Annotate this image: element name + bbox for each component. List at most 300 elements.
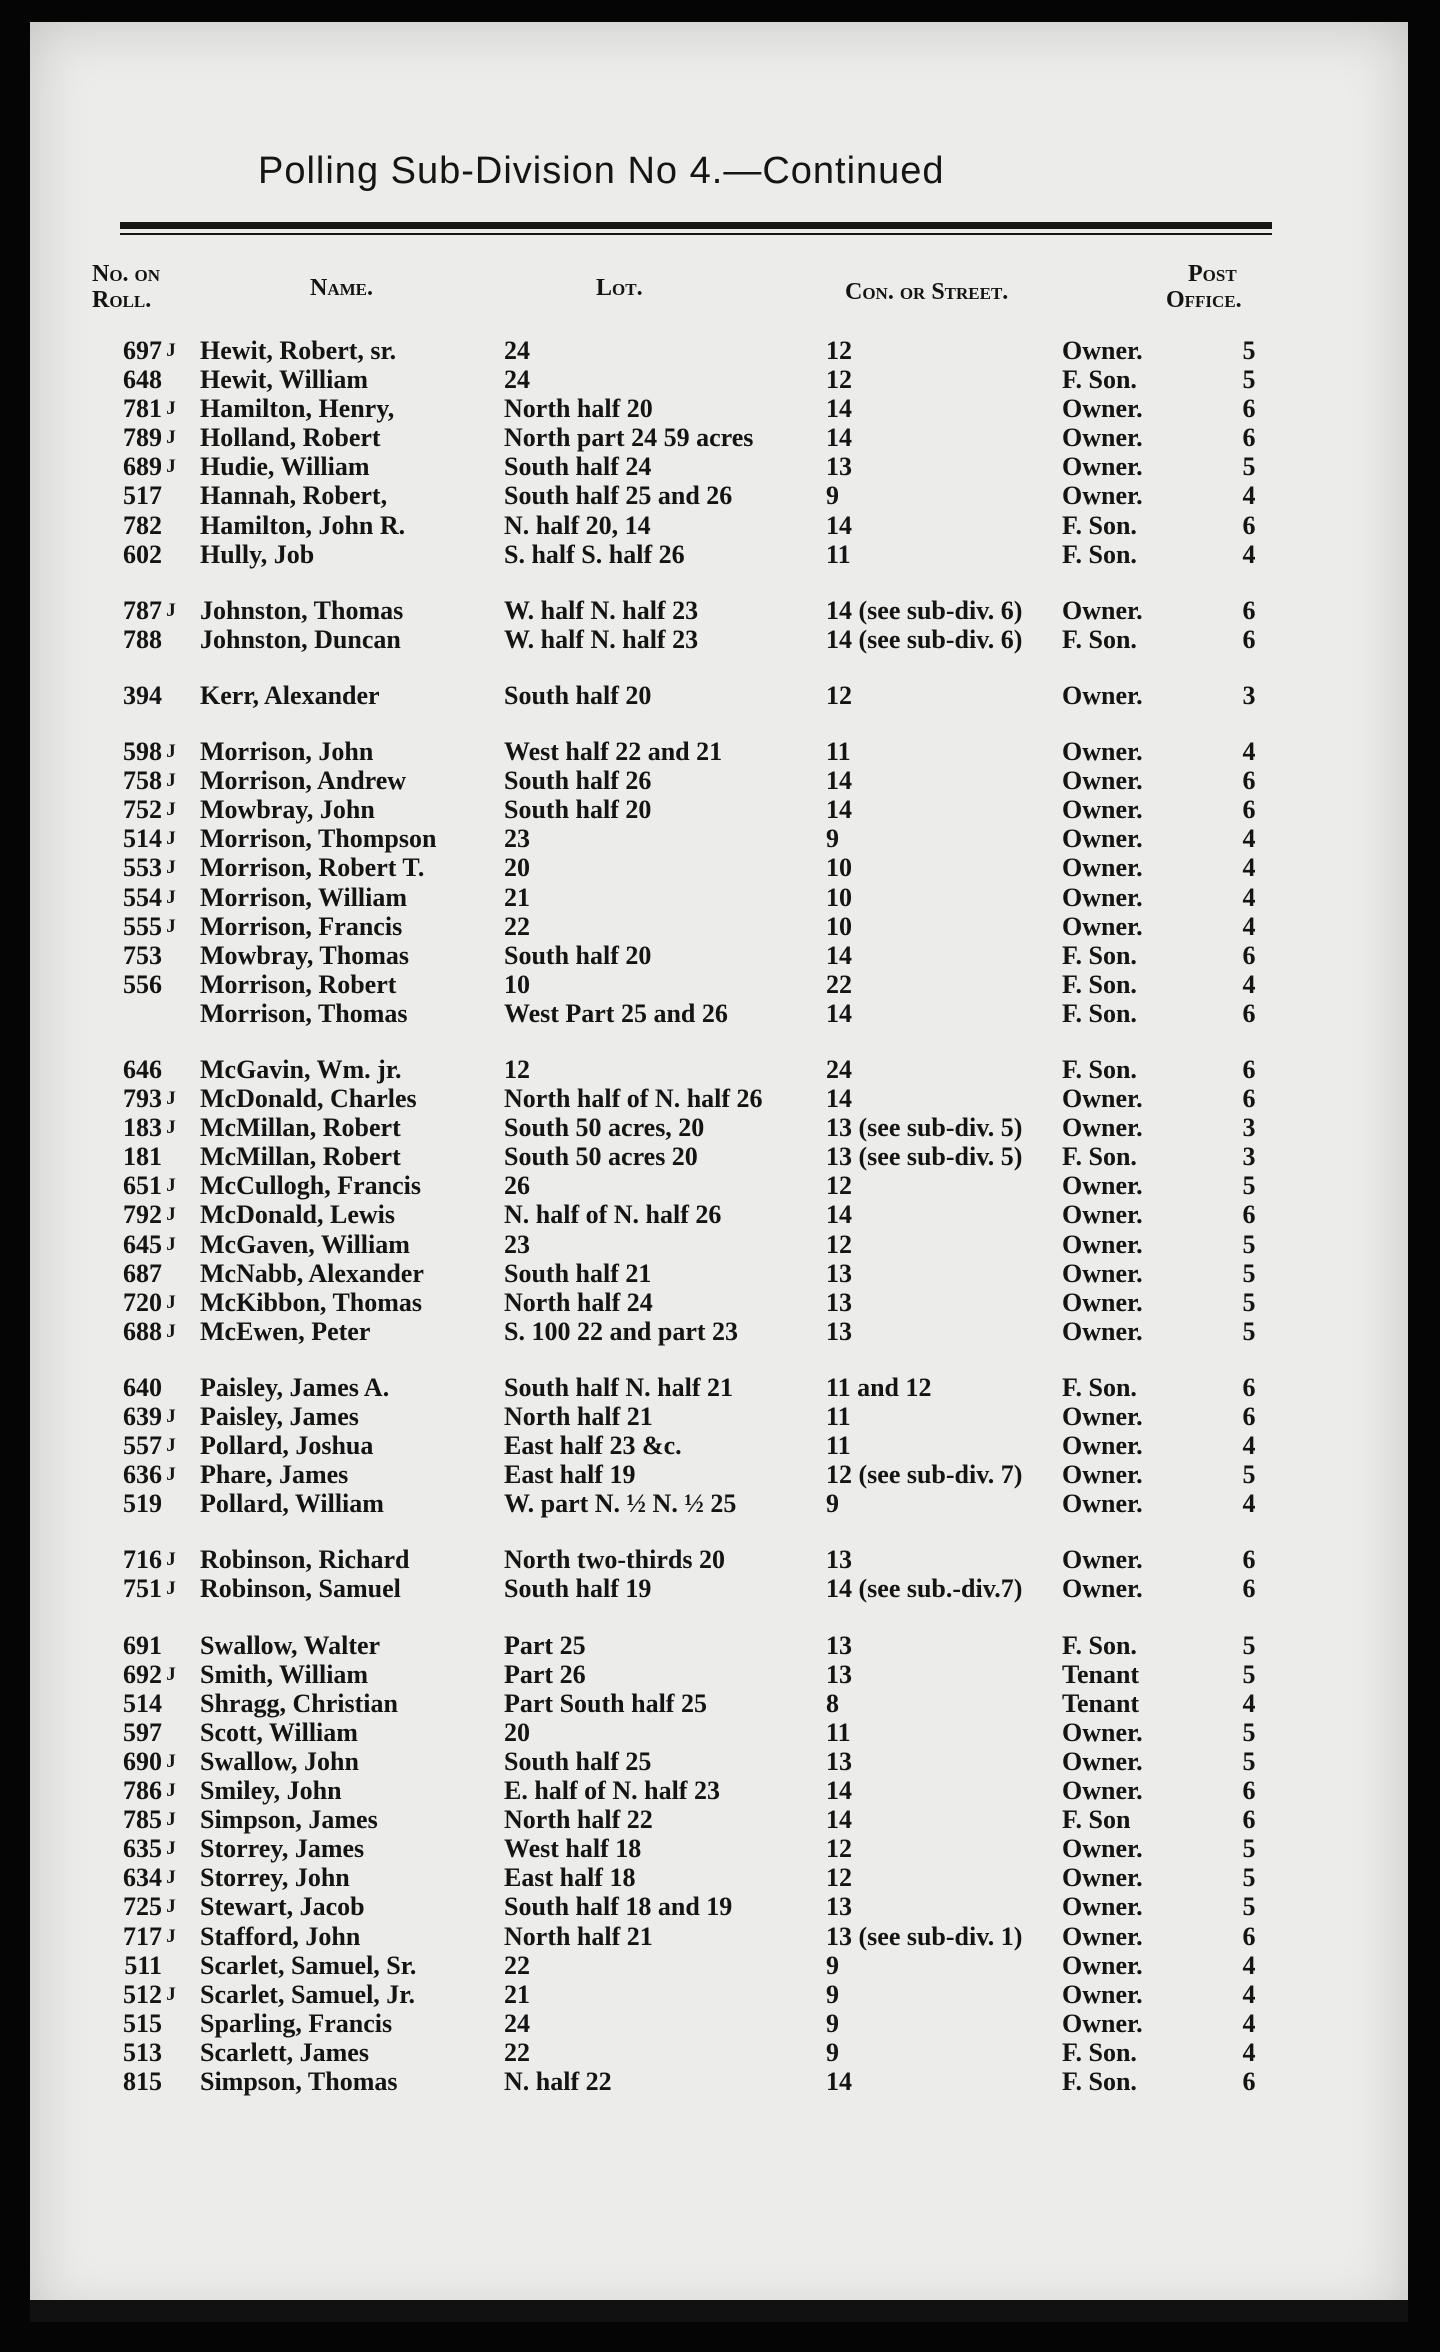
concession-street: 14 xyxy=(826,394,852,424)
occupancy-status: Owner. xyxy=(1062,1863,1143,1893)
concession-street: 10 xyxy=(826,882,852,912)
juror-mark: J xyxy=(166,1464,176,1486)
table-row xyxy=(30,2009,1408,2038)
voter-name: Morrison, Francis xyxy=(200,911,403,941)
post-office-number: 6 xyxy=(1242,1805,1256,1835)
roll-number: 690 xyxy=(123,1746,162,1776)
concession-street: 13 xyxy=(826,1316,852,1346)
juror-mark: J xyxy=(166,857,176,879)
header-post-line2: Office. xyxy=(1166,287,1242,313)
occupancy-status: Owner. xyxy=(1062,766,1143,796)
roll-number: 751 xyxy=(123,1574,162,1604)
lot-description: 22 xyxy=(504,1950,530,1980)
voter-name: Morrison, Thomas xyxy=(200,998,408,1028)
lot-description: North half of N. half 26 xyxy=(504,1084,763,1114)
lot-description: West Part 25 and 26 xyxy=(504,998,728,1028)
occupancy-status: Owner. xyxy=(1062,336,1143,365)
post-office-number: 6 xyxy=(1242,1574,1256,1604)
concession-street: 12 (see sub-div. 7) xyxy=(826,1460,1023,1490)
table-row xyxy=(30,2038,1408,2067)
lot-description: 24 xyxy=(504,336,530,365)
voter-name: McCullogh, Francis xyxy=(200,1171,421,1201)
occupancy-status: Owner. xyxy=(1062,1460,1143,1490)
concession-street: 9 xyxy=(826,2008,839,2038)
roll-number: 651 xyxy=(123,1171,162,1201)
lot-description: East half 23 &c. xyxy=(504,1431,682,1461)
roll-number: 688 xyxy=(123,1316,162,1346)
roll-number: 181 xyxy=(123,1142,162,1172)
table-row xyxy=(30,941,1408,970)
roll-number: 639 xyxy=(123,1402,162,1431)
table-row xyxy=(30,481,1408,510)
table-row xyxy=(30,883,1408,912)
voter-name: Morrison, William xyxy=(200,882,408,912)
roll-number: 687 xyxy=(123,1258,162,1288)
roll-number: 598 xyxy=(123,737,162,767)
lot-description: South half 18 and 19 xyxy=(504,1892,733,1922)
post-office-number: 6 xyxy=(1242,1545,1256,1575)
juror-mark: J xyxy=(166,1578,176,1600)
post-office-number: 5 xyxy=(1242,1863,1256,1893)
table-row xyxy=(30,1747,1408,1776)
voter-name: Paisley, James A. xyxy=(200,1372,390,1402)
post-office-number: 5 xyxy=(1242,1171,1256,1201)
juror-mark: J xyxy=(166,1291,176,1313)
occupancy-status: Owner. xyxy=(1062,2008,1143,2038)
occupancy-status: Owner. xyxy=(1062,1545,1143,1575)
lot-description: North two-thirds 20 xyxy=(504,1545,725,1575)
lot-description: North half 20 xyxy=(504,394,653,424)
voter-name: Morrison, Robert xyxy=(200,969,397,999)
post-office-number: 4 xyxy=(1242,2037,1256,2067)
concession-street: 13 (see sub-div. 5) xyxy=(826,1113,1023,1143)
table-row xyxy=(30,1171,1408,1200)
occupancy-status: Owner. xyxy=(1062,853,1143,883)
concession-street: 11 xyxy=(826,737,851,767)
occupancy-status: F. Son. xyxy=(1062,365,1137,395)
voter-name: Scarlett, James xyxy=(200,2037,369,2067)
table-row xyxy=(30,1055,1408,1084)
roll-number: 513 xyxy=(123,2037,162,2067)
table-row xyxy=(30,970,1408,999)
juror-mark: J xyxy=(166,770,176,792)
table-row xyxy=(30,423,1408,452)
post-office-number: 6 xyxy=(1242,2066,1256,2096)
table-row xyxy=(30,853,1408,882)
roll-number: 557 xyxy=(123,1431,162,1461)
post-office-number: 6 xyxy=(1242,940,1256,970)
table-row xyxy=(30,1113,1408,1142)
voter-name: Pollard, William xyxy=(200,1489,384,1519)
voter-name: Smiley, John xyxy=(200,1776,342,1806)
concession-street: 14 (see sub-div. 6) xyxy=(826,624,1023,654)
voter-name: Hannah, Robert, xyxy=(200,481,388,511)
concession-street: 12 xyxy=(826,1863,852,1893)
header-con-street: Con. or Street. xyxy=(845,279,1009,305)
concession-street: 13 xyxy=(826,1746,852,1776)
voter-name: McMillan, Robert xyxy=(200,1113,401,1143)
occupancy-status: Owner. xyxy=(1062,911,1143,941)
table-row xyxy=(30,1863,1408,1892)
voter-name: Simpson, Thomas xyxy=(200,2066,398,2096)
table-row xyxy=(30,1200,1408,1229)
voter-name: Scarlet, Samuel, Sr. xyxy=(200,1950,417,1980)
post-office-number: 4 xyxy=(1242,911,1256,941)
concession-street: 11 xyxy=(826,1402,851,1431)
concession-street: 14 xyxy=(826,1084,852,1114)
post-office-number: 6 xyxy=(1242,595,1256,625)
roll-number: 512 xyxy=(123,1979,162,2009)
roll-number: 514 xyxy=(123,824,162,854)
post-office-number: 6 xyxy=(1242,423,1256,453)
lot-description: East half 19 xyxy=(504,1460,636,1490)
voter-name: McKibbon, Thomas xyxy=(200,1287,423,1317)
post-office-number: 5 xyxy=(1242,336,1256,365)
juror-mark: J xyxy=(166,456,176,478)
occupancy-status: F. Son. xyxy=(1062,2037,1137,2067)
occupancy-status: F. Son. xyxy=(1062,969,1137,999)
voter-name: McGaven, William xyxy=(200,1229,410,1259)
table-row xyxy=(30,1489,1408,1518)
voter-name: Smith, William xyxy=(200,1659,369,1689)
post-office-number: 5 xyxy=(1242,365,1256,395)
lot-description: Part 25 xyxy=(504,1630,586,1660)
roll-number: 645 xyxy=(123,1229,162,1259)
lot-description: South half 25 xyxy=(504,1746,652,1776)
occupancy-status: Owner. xyxy=(1062,824,1143,854)
table-row xyxy=(30,452,1408,481)
concession-street: 14 xyxy=(826,1776,852,1806)
lot-description: N. half 22 xyxy=(504,2066,612,2096)
occupancy-status: Owner. xyxy=(1062,423,1143,453)
roll-number: 556 xyxy=(123,969,162,999)
occupancy-status: Owner. xyxy=(1062,1316,1143,1346)
voter-name: McDonald, Charles xyxy=(200,1084,417,1114)
juror-mark: J xyxy=(166,1809,176,1831)
table-row xyxy=(30,1373,1408,1402)
occupancy-status: Owner. xyxy=(1062,394,1143,424)
roll-number: 597 xyxy=(123,1717,162,1747)
concession-street: 13 xyxy=(826,1630,852,1660)
occupancy-status: Owner. xyxy=(1062,481,1143,511)
voter-list xyxy=(30,336,1408,2096)
post-office-number: 3 xyxy=(1242,680,1256,710)
header-rule-thick xyxy=(120,222,1272,229)
occupancy-status: F. Son. xyxy=(1062,1630,1137,1660)
post-office-number: 5 xyxy=(1242,1287,1256,1317)
post-office-number: 5 xyxy=(1242,1892,1256,1922)
concession-street: 13 xyxy=(826,1287,852,1317)
voter-name: Morrison, Robert T. xyxy=(200,853,425,883)
roll-number: 553 xyxy=(123,853,162,883)
occupancy-status: Owner. xyxy=(1062,1574,1143,1604)
roll-number: 394 xyxy=(123,680,162,710)
occupancy-status: Owner. xyxy=(1062,452,1143,482)
voter-name: Robinson, Samuel xyxy=(200,1574,401,1604)
table-row xyxy=(30,1892,1408,1921)
voter-name: Hully, Job xyxy=(200,539,315,569)
occupancy-status: Owner. xyxy=(1062,1489,1143,1519)
voter-name: Mowbray, John xyxy=(200,795,375,825)
concession-street: 11 and 12 xyxy=(826,1372,932,1402)
concession-street: 10 xyxy=(826,853,852,883)
post-office-number: 4 xyxy=(1242,824,1256,854)
lot-description: North half 22 xyxy=(504,1805,653,1835)
occupancy-status: Owner. xyxy=(1062,1200,1143,1230)
juror-mark: J xyxy=(166,1983,176,2005)
roll-number: 785 xyxy=(123,1805,162,1835)
header-roll-line2: Roll. xyxy=(92,287,152,313)
occupancy-status: Owner. xyxy=(1062,1287,1143,1317)
voter-name: Phare, James xyxy=(200,1460,349,1490)
table-row xyxy=(30,1317,1408,1346)
occupancy-status: Tenant xyxy=(1062,1659,1140,1689)
occupancy-status: F. Son. xyxy=(1062,510,1137,540)
occupancy-status: F. Son. xyxy=(1062,1054,1137,1084)
occupancy-status: Owner. xyxy=(1062,1979,1143,2009)
table-row xyxy=(30,1805,1408,1834)
post-office-number: 6 xyxy=(1242,510,1256,540)
concession-street: 13 xyxy=(826,452,852,482)
header-rule-thin xyxy=(120,233,1272,235)
voter-name: Morrison, John xyxy=(200,737,374,767)
post-office-number: 4 xyxy=(1242,539,1256,569)
roll-number: 692 xyxy=(123,1659,162,1689)
voter-name: Robinson, Richard xyxy=(200,1545,410,1575)
occupancy-status: Owner. xyxy=(1062,795,1143,825)
concession-street: 14 xyxy=(826,1805,852,1835)
concession-street: 11 xyxy=(826,1431,851,1461)
juror-mark: J xyxy=(166,1663,176,1685)
document-page xyxy=(30,22,1408,2322)
juror-mark: J xyxy=(166,1838,176,1860)
juror-mark: J xyxy=(166,799,176,821)
voter-name: Sparling, Francis xyxy=(200,2008,393,2038)
occupancy-status: F. Son. xyxy=(1062,1372,1137,1402)
concession-street: 8 xyxy=(826,1688,839,1718)
juror-mark: J xyxy=(166,828,176,850)
roll-number: 514 xyxy=(123,1688,162,1718)
roll-number: 792 xyxy=(123,1200,162,1230)
occupancy-status: F. Son. xyxy=(1062,940,1137,970)
juror-mark: J xyxy=(166,340,176,361)
lot-description: North half 24 xyxy=(504,1287,653,1317)
post-office-number: 5 xyxy=(1242,1659,1256,1689)
post-office-number: 4 xyxy=(1242,969,1256,999)
lot-description: 22 xyxy=(504,911,530,941)
concession-street: 14 xyxy=(826,766,852,796)
roll-number: 635 xyxy=(123,1834,162,1864)
lot-description: E. half of N. half 23 xyxy=(504,1776,720,1806)
table-row xyxy=(30,1431,1408,1460)
roll-number: 697 xyxy=(123,336,162,365)
concession-street: 9 xyxy=(826,1950,839,1980)
lot-description: South half N. half 21 xyxy=(504,1372,733,1402)
post-office-number: 3 xyxy=(1242,1142,1256,1172)
table-row xyxy=(30,625,1408,654)
concession-street: 14 xyxy=(826,1200,852,1230)
post-office-number: 5 xyxy=(1242,452,1256,482)
voter-name: Hewit, William xyxy=(200,365,369,395)
voter-name: Storrey, James xyxy=(200,1834,365,1864)
roll-number: 752 xyxy=(123,795,162,825)
table-row xyxy=(30,511,1408,540)
table-row xyxy=(30,795,1408,824)
occupancy-status: Owner. xyxy=(1062,1431,1143,1461)
lot-description: 26 xyxy=(504,1171,530,1201)
voter-name: Stafford, John xyxy=(200,1921,361,1951)
voter-name: Kerr, Alexander xyxy=(200,680,380,710)
lot-description: S. 100 22 and part 23 xyxy=(504,1316,739,1346)
occupancy-status: Owner. xyxy=(1062,1229,1143,1259)
post-office-number: 4 xyxy=(1242,1950,1256,1980)
post-office-number: 6 xyxy=(1242,624,1256,654)
concession-street: 9 xyxy=(826,2037,839,2067)
juror-mark: J xyxy=(166,1406,176,1427)
voter-name: Swallow, Walter xyxy=(200,1630,381,1660)
table-row xyxy=(30,1259,1408,1288)
lot-description: South half 24 xyxy=(504,452,652,482)
occupancy-status: Owner. xyxy=(1062,1892,1143,1922)
concession-street: 12 xyxy=(826,336,852,365)
lot-description: 21 xyxy=(504,1979,530,2009)
roll-number: 716 xyxy=(123,1545,162,1575)
voter-name: Morrison, Andrew xyxy=(200,766,407,796)
lot-description: N. half 20, 14 xyxy=(504,510,651,540)
concession-street: 12 xyxy=(826,680,852,710)
lot-description: South half 25 and 26 xyxy=(504,481,733,511)
voter-name: Scarlet, Samuel, Jr. xyxy=(200,1979,415,2009)
table-row xyxy=(30,394,1408,423)
header-name: Name. xyxy=(310,275,373,301)
concession-street: 13 xyxy=(826,1545,852,1575)
concession-street: 12 xyxy=(826,1834,852,1864)
post-office-number: 6 xyxy=(1242,394,1256,424)
juror-mark: J xyxy=(166,1896,176,1918)
post-office-number: 6 xyxy=(1242,1776,1256,1806)
occupancy-status: F. Son. xyxy=(1062,998,1137,1028)
post-office-number: 4 xyxy=(1242,481,1256,511)
post-office-number: 6 xyxy=(1242,1200,1256,1230)
concession-street: 11 xyxy=(826,1717,851,1747)
roll-number: 717 xyxy=(123,1921,162,1951)
concession-street: 9 xyxy=(826,824,839,854)
lot-description: South half 20 xyxy=(504,680,652,710)
table-row xyxy=(30,766,1408,795)
lot-description: South half 26 xyxy=(504,766,652,796)
lot-description: North half 21 xyxy=(504,1402,653,1431)
voter-name: Hamilton, Henry, xyxy=(200,394,395,424)
post-office-number: 5 xyxy=(1242,1460,1256,1490)
concession-street: 14 xyxy=(826,2066,852,2096)
voter-name: Pollard, Joshua xyxy=(200,1431,374,1461)
juror-mark: J xyxy=(166,1088,176,1110)
lot-description: N. half of N. half 26 xyxy=(504,1200,722,1230)
concession-street: 12 xyxy=(826,1229,852,1259)
juror-mark: J xyxy=(166,427,176,449)
lot-description: East half 18 xyxy=(504,1863,636,1893)
voter-name: Mowbray, Thomas xyxy=(200,940,409,970)
post-office-number: 6 xyxy=(1242,1921,1256,1951)
roll-number: 691 xyxy=(123,1630,162,1660)
lot-description: 24 xyxy=(504,365,530,395)
juror-mark: J xyxy=(166,1549,176,1571)
table-row xyxy=(30,1142,1408,1171)
occupancy-status: F. Son. xyxy=(1062,624,1137,654)
concession-street: 14 xyxy=(826,423,852,453)
table-row xyxy=(30,1545,1408,1574)
post-office-number: 4 xyxy=(1242,737,1256,767)
roll-number: 720 xyxy=(123,1287,162,1317)
occupancy-status: Owner. xyxy=(1062,1402,1143,1431)
table-row xyxy=(30,540,1408,569)
lot-description: North half 21 xyxy=(504,1921,653,1951)
occupancy-status: Owner. xyxy=(1062,680,1143,710)
lot-description: Part South half 25 xyxy=(504,1688,707,1718)
lot-description: North part 24 59 acres xyxy=(504,423,754,453)
occupancy-status: F. Son xyxy=(1062,1805,1131,1835)
lot-description: 23 xyxy=(504,1229,530,1259)
voter-name: McEwen, Peter xyxy=(200,1316,371,1346)
post-office-number: 4 xyxy=(1242,1489,1256,1519)
voter-name: McMillan, Robert xyxy=(200,1142,401,1172)
post-office-number: 4 xyxy=(1242,2008,1256,2038)
voter-name: Simpson, James xyxy=(200,1805,378,1835)
lot-description: Part 26 xyxy=(504,1659,586,1689)
voter-name: Johnston, Thomas xyxy=(200,595,404,625)
lot-description: South half 20 xyxy=(504,940,652,970)
occupancy-status: Owner. xyxy=(1062,882,1143,912)
juror-mark: J xyxy=(166,1175,176,1197)
roll-number: 554 xyxy=(123,882,162,912)
lot-description: W. half N. half 23 xyxy=(504,624,699,654)
concession-street: 9 xyxy=(826,1489,839,1519)
voter-name: Morrison, Thompson xyxy=(200,824,437,854)
occupancy-status: Owner. xyxy=(1062,1113,1143,1143)
lot-description: W. part N. ½ N. ½ 25 xyxy=(504,1489,737,1519)
roll-number: 786 xyxy=(123,1776,162,1806)
table-row xyxy=(30,1951,1408,1980)
lot-description: 20 xyxy=(504,853,530,883)
roll-number: 815 xyxy=(123,2066,162,2096)
concession-street: 9 xyxy=(826,1979,839,2009)
concession-street: 14 (see sub.-div.7) xyxy=(826,1574,1023,1604)
voter-name: Holland, Robert xyxy=(200,423,381,453)
lot-description: South 50 acres 20 xyxy=(504,1142,698,1172)
voter-name: McNabb, Alexander xyxy=(200,1258,424,1288)
roll-number: 515 xyxy=(123,2008,162,2038)
juror-mark: J xyxy=(166,1925,176,1947)
post-office-number: 3 xyxy=(1242,1113,1256,1143)
lot-description: 21 xyxy=(504,882,530,912)
table-row xyxy=(30,1288,1408,1317)
bottom-edge-shadow xyxy=(30,2300,1408,2322)
lot-description: 24 xyxy=(504,2008,530,2038)
table-row xyxy=(30,737,1408,766)
juror-mark: J xyxy=(166,599,176,621)
voter-name: Hewit, Robert, sr. xyxy=(200,336,397,365)
lot-description: 10 xyxy=(504,969,530,999)
post-office-number: 5 xyxy=(1242,1316,1256,1346)
juror-mark: J xyxy=(166,886,176,908)
lot-description: 12 xyxy=(504,1054,530,1084)
juror-mark: J xyxy=(166,1750,176,1772)
table-row xyxy=(30,681,1408,710)
post-office-number: 5 xyxy=(1242,1258,1256,1288)
post-office-number: 4 xyxy=(1242,1431,1256,1461)
post-office-number: 4 xyxy=(1242,882,1256,912)
lot-description: W. half N. half 23 xyxy=(504,595,699,625)
